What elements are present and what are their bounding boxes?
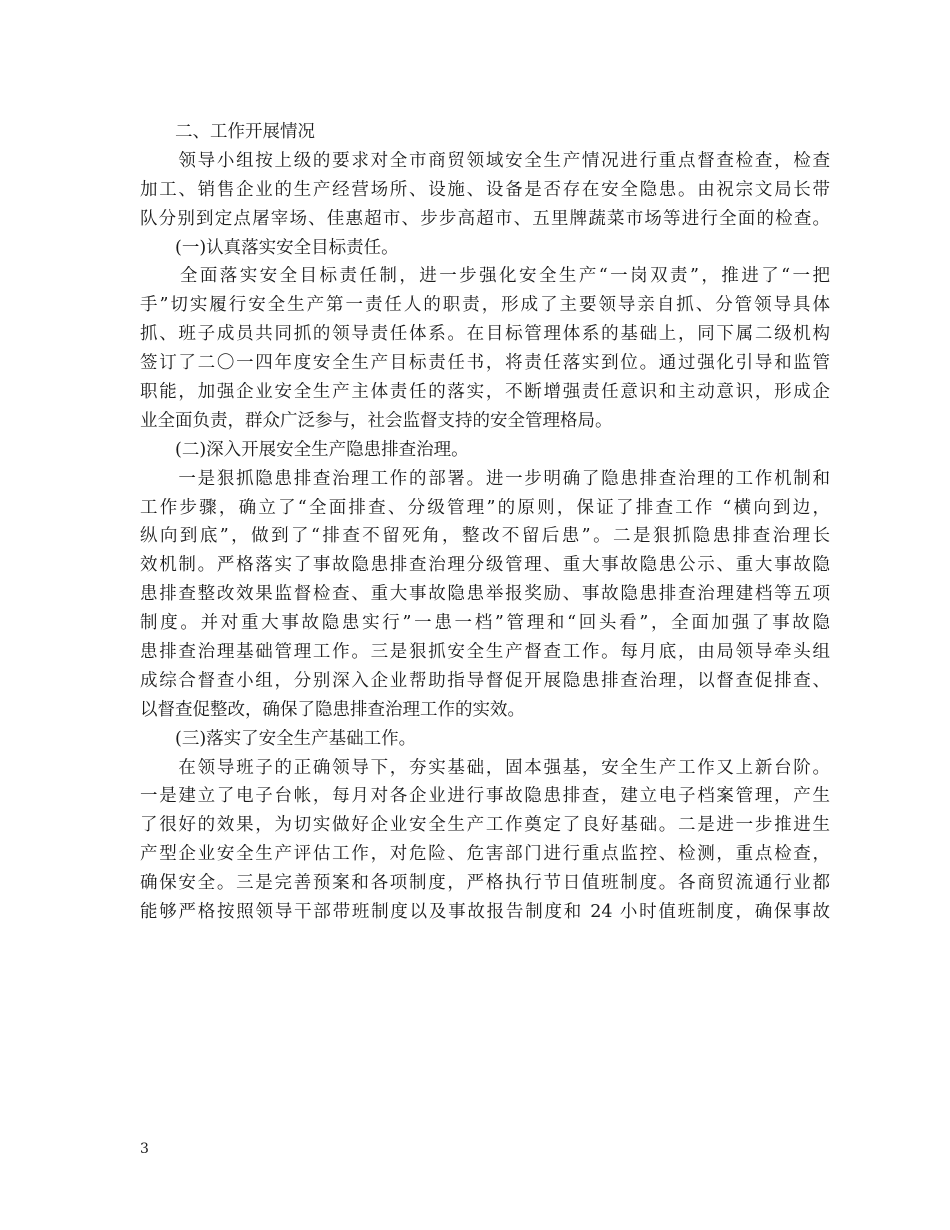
text-line: 一是狠抓隐患排查治理工作的部署。进一步明确了隐患排查治理的工作机制和 bbox=[140, 468, 830, 489]
text-line: 手”切实履行安全生产第一责任人的职责，形成了主要领导亲自抓、分管领导具体 bbox=[140, 295, 830, 316]
text-line: 全面落实安全目标责任制，进一步强化安全生产“一岗双责”，推进了“一把 bbox=[140, 266, 830, 287]
text-line: 以督查促整改，确保了隐患排查治理工作的实效。 bbox=[140, 699, 525, 720]
page-number: 3 bbox=[140, 1141, 149, 1157]
text-line: 成综合督查小组，分别深入企业帮助指导督促开展隐患排查治理，以督查促排查、 bbox=[140, 670, 830, 691]
text-line: 在领导班子的正确领导下，夯实基础，固本强基，安全生产工作又上新台阶。 bbox=[140, 757, 830, 778]
text-line: 患排查整改效果监督检查、重大事故隐患举报奖励、事故隐患排查治理建档等五项 bbox=[140, 584, 830, 605]
text-line: 了很好的效果，为切实做好企业安全生产工作奠定了良好基础。二是进一步推进生 bbox=[140, 815, 830, 836]
text-line: 产型企业安全生产评估工作，对危险、危害部门进行重点监控、检测，重点检查， bbox=[140, 844, 830, 865]
text-line: 工作步骤，确立了“全面排查、分级管理”的原则，保证了排查工作 “横向到边， bbox=[140, 497, 830, 518]
text-line: 业全面负责，群众广泛参与，社会监督支持的安全管理格局。 bbox=[140, 410, 613, 431]
text-line: 队分别到定点屠宰场、佳惠超市、步步高超市、五里牌蔬菜市场等进行全面的检查。 bbox=[140, 208, 830, 229]
text-line: 患排查治理基础管理工作。三是狠抓安全生产督查工作。每月底，由局领导牵头组 bbox=[140, 642, 830, 663]
text-line: 确保安全。三是完善预案和各项制度，严格执行节日值班制度。各商贸流通行业都 bbox=[140, 873, 830, 894]
text-line: 能够严格按照领导干部带班制度以及事故报告制度和 24 小时值班制度，确保事故 bbox=[140, 902, 830, 923]
text-line: 签订了二〇一四年度安全生产目标责任书，将责任落实到位。通过强化引导和监管 bbox=[140, 353, 830, 374]
text-line: 职能，加强企业安全生产主体责任的落实，不断增强责任意识和主动意识，形成企 bbox=[140, 382, 830, 403]
text-line: 二、工作开展情况 bbox=[140, 122, 315, 142]
text-line: (三)落实了安全生产基础工作。 bbox=[140, 728, 417, 749]
text-line: 制度。并对重大事故隐患实行”一患一档”管理和“回头看”，全面加强了事故隐 bbox=[140, 613, 830, 634]
text-line: 纵向到底”，做到了“排查不留死角，整改不留后患”。二是狠抓隐患排查治理长 bbox=[140, 526, 830, 547]
text-line: 一是建立了电子台帐，每月对各企业进行事故隐患排查，建立电子档案管理，产生 bbox=[140, 786, 830, 807]
text-line: (二)深入开展安全生产隐患排查治理。 bbox=[140, 439, 469, 460]
text-line: 效机制。严格落实了事故隐患排查治理分级管理、重大事故隐患公示、重大事故隐 bbox=[140, 555, 830, 576]
document-body bbox=[140, 118, 830, 927]
text-line: (一)认真落实安全目标责任。 bbox=[140, 237, 399, 258]
text-line: 加工、销售企业的生产经营场所、设施、设备是否存在安全隐患。由祝宗文局长带 bbox=[140, 179, 830, 200]
text-line: 抓、班子成员共同抓的领导责任体系。在目标管理体系的基础上，同下属二级机构 bbox=[140, 324, 830, 345]
text-line: 领导小组按上级的要求对全市商贸领域安全生产情况进行重点督查检查，检查 bbox=[140, 150, 830, 171]
